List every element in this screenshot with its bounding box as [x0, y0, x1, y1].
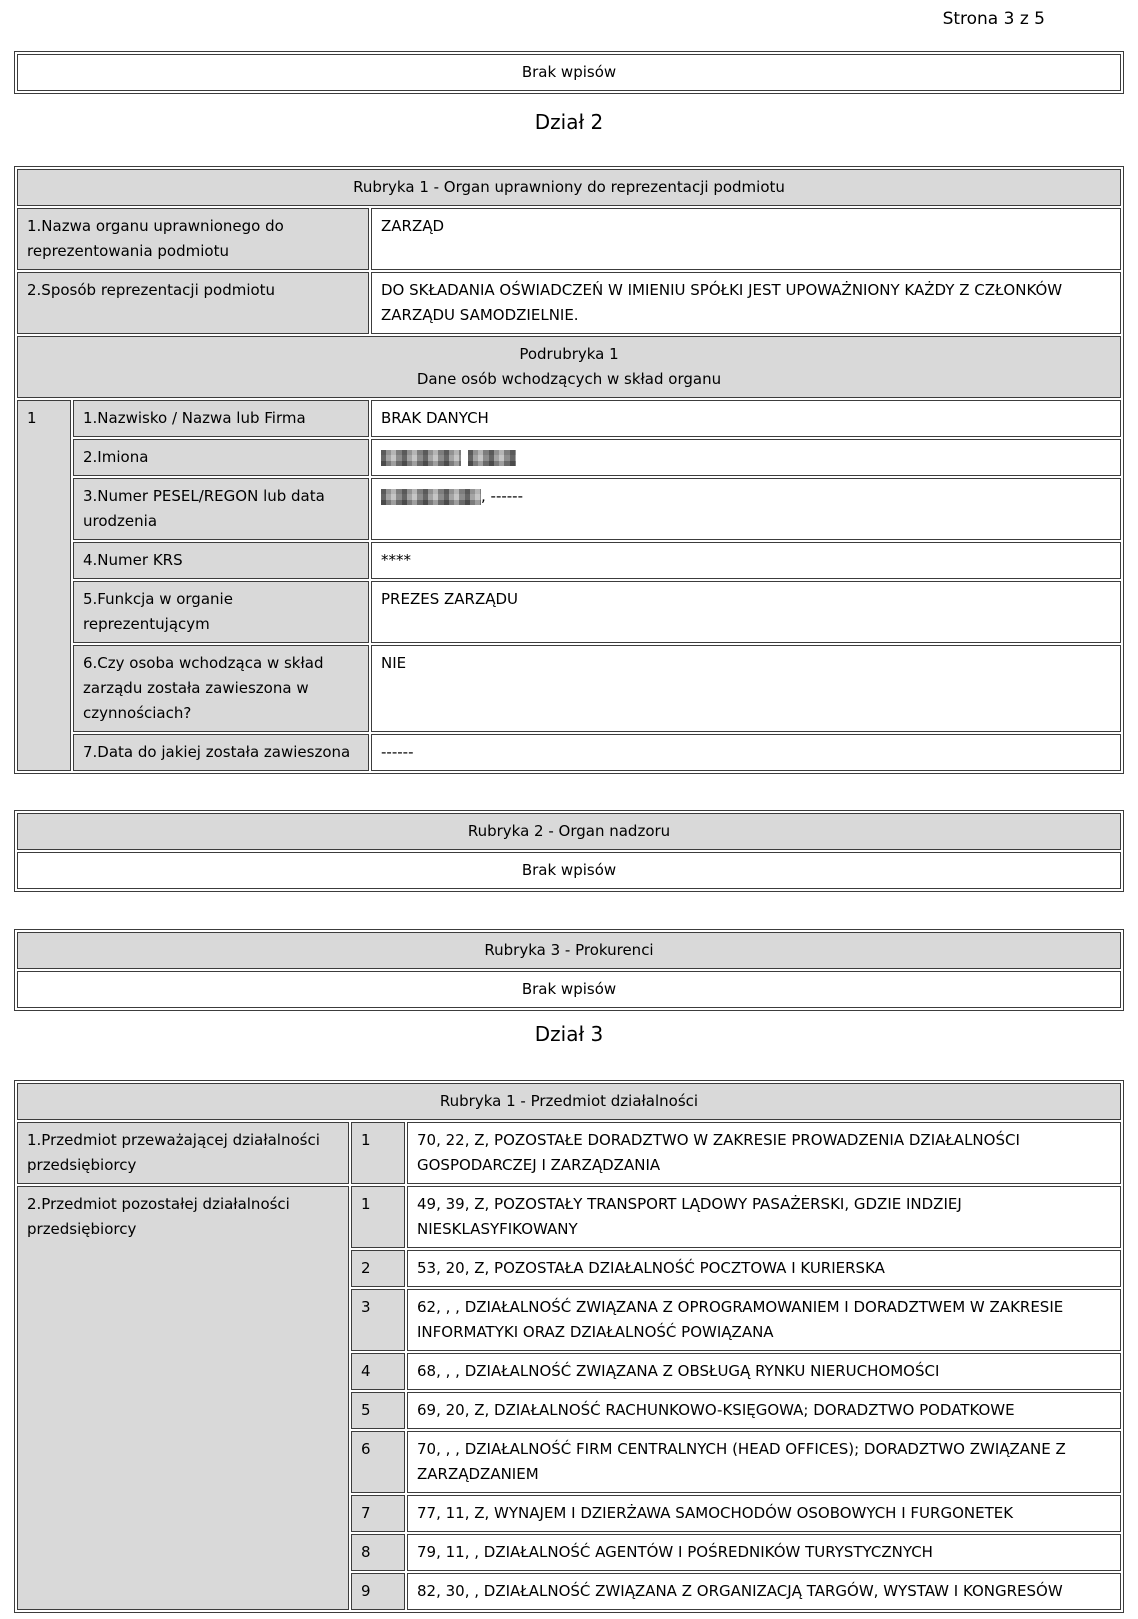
redacted-block: [381, 489, 481, 505]
table-row: [17, 734, 1121, 771]
item-number: 8: [351, 1534, 405, 1571]
section-label: 1.Przedmiot przeważającej działalności przedsiębiorcy: [17, 1122, 349, 1184]
item-text: 62, , , DZIAŁALNOŚĆ ZWIĄZANA Z OPROGRAMOWANIEM I DORADZTWEM W ZAKRESIE INFORMATYKI ORAZ DZIAŁALNOŚĆ POWIĄZANA: [407, 1289, 1121, 1351]
item-text: 53, 20, Z, POZOSTAŁA DZIAŁALNOŚĆ POCZTOWA I KURIERSKA: [407, 1250, 1121, 1287]
item-text: 68, , , DZIAŁALNOŚĆ ZWIĄZANA Z OBSŁUGĄ RYNKU NIERUCHOMOŚCI: [407, 1353, 1121, 1390]
field-value-redacted: [371, 478, 1121, 540]
rubryka3-header: Rubryka 3 - Prokurenci: [17, 932, 1121, 969]
item-number: 1: [351, 1186, 405, 1248]
table-rubryka3-prokurenci: [14, 929, 1124, 1011]
table-row: [17, 439, 1121, 476]
field-value: ZARZĄD: [371, 208, 1121, 270]
item-number: 5: [351, 1392, 405, 1429]
item-number: 4: [351, 1353, 405, 1390]
rubryka2-header: Rubryka 2 - Organ nadzoru: [17, 813, 1121, 850]
page-number: Strona 3 z 5: [942, 9, 1045, 29]
field-value: ****: [371, 542, 1121, 579]
item-text: 70, , , DZIAŁALNOŚĆ FIRM CENTRALNYCH (HEAD OFFICES); DORADZTWO ZWIĄZANE Z ZARZĄDZANIEM: [407, 1431, 1121, 1493]
field-label: 4.Numer KRS: [73, 542, 369, 579]
rubryka3-no-entries: Brak wpisów: [17, 971, 1121, 1008]
section-title-dzial-3: Dział 3: [534, 1022, 604, 1046]
entry-index: 1: [17, 400, 71, 771]
field-value: BRAK DANYCH: [371, 400, 1121, 437]
podrubryka-header: [17, 336, 1121, 398]
table-row: [17, 478, 1121, 540]
przedmiot-header: Rubryka 1 - Przedmiot działalności: [17, 1083, 1121, 1120]
item-text: 79, 11, , DZIAŁALNOŚĆ AGENTÓW I POŚREDNIKÓW TURYSTYCZNYCH: [407, 1534, 1121, 1571]
table-rubryka2-organ-nadzoru: [14, 810, 1124, 892]
field-value-redacted: [371, 439, 1121, 476]
no-entries-box: [14, 51, 1124, 94]
field-value-suffix: , ------: [481, 487, 524, 505]
table-rubryka1-przedmiot-dzialalnosci: [14, 1080, 1124, 1613]
podrubryka-subtitle: Dane osób wchodzących w skład organu: [416, 370, 722, 388]
item-text: 77, 11, Z, WYNAJEM I DZIERŻAWA SAMOCHODÓW OSOBOWYCH I FURGONETEK: [407, 1495, 1121, 1532]
table-row: [17, 272, 1121, 334]
no-entries-text: Brak wpisów: [17, 54, 1121, 91]
table-row: [17, 1122, 1121, 1184]
field-value: NIE: [371, 645, 1121, 732]
rubryka2-no-entries: Brak wpisów: [17, 852, 1121, 889]
field-label: 1.Nazwa organu uprawnionego do reprezentowania podmiotu: [17, 208, 369, 270]
field-label: 7.Data do jakiej została zawieszona: [73, 734, 369, 771]
field-label: 5.Funkcja w organie reprezentującym: [73, 581, 369, 643]
field-value: PREZES ZARZĄDU: [371, 581, 1121, 643]
item-text: 69, 20, Z, DZIAŁALNOŚĆ RACHUNKOWO-KSIĘGOWA; DORADZTWO PODATKOWE: [407, 1392, 1121, 1429]
rubryka1-header: Rubryka 1 - Organ uprawniony do reprezentacji podmiotu: [17, 169, 1121, 206]
item-number: 3: [351, 1289, 405, 1351]
table-row: [17, 208, 1121, 270]
item-number: 6: [351, 1431, 405, 1493]
table-row: [17, 581, 1121, 643]
field-label: 3.Numer PESEL/REGON lub data urodzenia: [73, 478, 369, 540]
field-label: 6.Czy osoba wchodząca w skład zarządu została zawieszona w czynnościach?: [73, 645, 369, 732]
item-text: 70, 22, Z, POZOSTAŁE DORADZTWO W ZAKRESIE PROWADZENIA DZIAŁALNOŚCI GOSPODARCZEJ I ZARZĄDZANIA: [407, 1122, 1121, 1184]
item-text: 82, 30, , DZIAŁALNOŚĆ ZWIĄZANA Z ORGANIZACJĄ TARGÓW, WYSTAW I KONGRESÓW: [407, 1573, 1121, 1610]
field-label: 2.Imiona: [73, 439, 369, 476]
item-text: 49, 39, Z, POZOSTAŁY TRANSPORT LĄDOWY PASAŻERSKI, GDZIE INDZIEJ NIESKLASYFIKOWANY: [407, 1186, 1121, 1248]
field-label: 2.Sposób reprezentacji podmiotu: [17, 272, 369, 334]
item-number: 9: [351, 1573, 405, 1610]
table-rubryka1-reprezentacja: [14, 166, 1124, 774]
table-row: [17, 400, 1121, 437]
table-row: [17, 645, 1121, 732]
item-number: 7: [351, 1495, 405, 1532]
field-value: DO SKŁADANIA OŚWIADCZEŃ W IMIENIU SPÓŁKI JEST UPOWAŻNIONY KAŻDY Z CZŁONKÓW ZARZĄDU SAMODZIELNIE.: [371, 272, 1121, 334]
table-row: [17, 542, 1121, 579]
section-label: 2.Przedmiot pozostałej działalności przedsiębiorcy: [17, 1186, 349, 1610]
redacted-block: [468, 450, 516, 466]
section-title-dzial-2: Dział 2: [534, 110, 604, 134]
field-value: ------: [371, 734, 1121, 771]
item-number: 1: [351, 1122, 405, 1184]
podrubryka-title: Podrubryka 1: [519, 345, 619, 363]
field-label: 1.Nazwisko / Nazwa lub Firma: [73, 400, 369, 437]
item-number: 2: [351, 1250, 405, 1287]
table-row: [17, 1186, 1121, 1248]
redacted-block: [381, 450, 461, 466]
